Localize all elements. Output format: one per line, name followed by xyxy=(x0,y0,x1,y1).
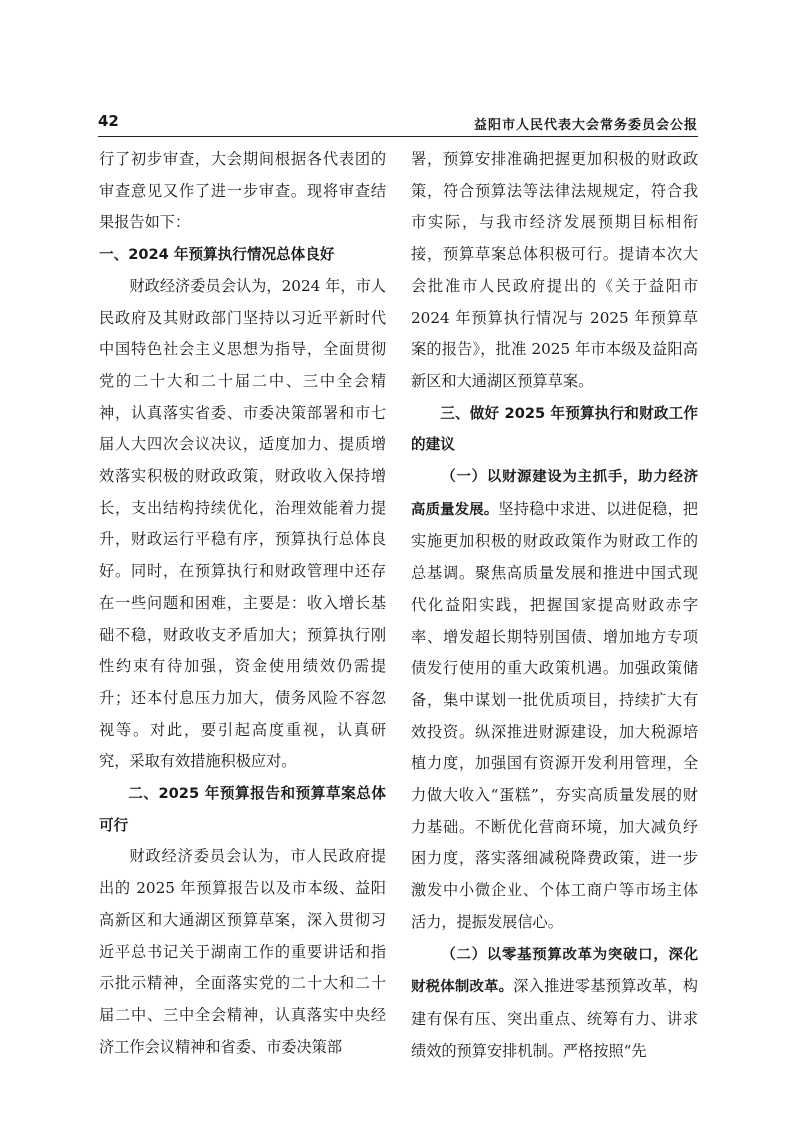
section-heading: 三、做好 2025 年预算执行和财政工作的建议 xyxy=(411,404,698,454)
subsection-title: （一）以财源建设为主抓手，助力经济高质量发展。 xyxy=(411,469,698,518)
page-number: 42 xyxy=(98,112,119,130)
paragraph: 财政经济委员会认为，2024 年，市人民政府及其财政部门坚持以习近平新时代中国特色社会主义思想为指导，全面贯彻党的二十大和二十届二中、三中全会精神，认真落实省委、市委决策部署和市七届人大四次会议决议，适度加力、提质增效落实积极的财政政策，财政收入保持增长，支出结构持续优化，治理效能着力提升，财政运行平稳有序，预算执行总体良好。同时，在预算执行和财政管理中还存在一些问题和困难，主要是：收入增长基础不稳，财政收支矛盾加大；预算执行刚性约束有待加强，资金使用绩效仍需提升；还本付息压力加大，债务风险不容忽视等。对此，要引起高度重视，认真研究，采取有效措施积极应对。 xyxy=(99,276,386,771)
subsection-title: （二）以零基预算改革为突破口，深化财税体制改革。 xyxy=(411,946,698,996)
right-column xyxy=(411,144,698,1067)
paragraph xyxy=(411,939,698,1068)
paragraph-body: 深入推进零基预算改革，构建有保有压、突出重点、统筹有力、讲求绩效的预算安排机制。严格按照“先 xyxy=(411,977,698,1060)
paragraph: 行了初步审查，大会期间根据各代表团的审查意见又作了进一步审查。现将审查结果报告如下： xyxy=(99,150,386,232)
publication-title: 益阳市人民代表大会常务委员会公报 xyxy=(473,118,698,133)
section-heading: 一、2024 年预算执行情况总体良好 xyxy=(99,246,335,264)
header-rule xyxy=(98,136,698,137)
paragraph: 财政经济委员会认为，市人民政府提出的 2025 年预算报告以及市本级、益阳高新区和大通湖区预算草案，深入贯彻习近平总书记关于湖南工作的重要讲话和指示批示精神，全面落实党的二十大和二十届二中、三中全会精神，认真落实中央经济工作会议精神和省委、市委决策部 xyxy=(99,847,386,1056)
paragraph: 署，预算安排准确把握更加积极的财政政策，符合预算法等法律法规规定，符合我市实际，与我市经济发展预期目标相衔接，预算草案总体积极可行。提请本次大会批准市人民政府提出的《关于益阳市 2024 年预算执行情况与 2025 年预算草案的报告》，批准 2025 年市本级及益阳高新区和大通湖区预算草案。 xyxy=(411,150,698,390)
left-column xyxy=(99,144,386,1063)
paragraph xyxy=(411,461,698,939)
section-heading: 二、2025 年预算报告和预算草案总体可行 xyxy=(99,785,386,834)
paragraph-body: 坚持稳中求进、以进促稳，把实施更加积极的财政政策作为财政工作的总基调。聚焦高质量发展和推进中国式现代化益阳实践，把握国家提高财政赤字率、增发超长期特别国债、增加地方专项债发行使用的重大政策机遇。加强政策储备，集中谋划一批优质项目，持续扩大有效投资。纵深推进财源建设，加大税源培植力度，加强国有资源开发利用管理，全力做大收入“蛋糕”，夯实高质量发展的财力基础。不断优化营商环境，加大减负纾困力度，落实落细减税降费政策，进一步激发中小微企业、个体工商户等市场主体活力，提振发展信心。 xyxy=(411,499,698,931)
